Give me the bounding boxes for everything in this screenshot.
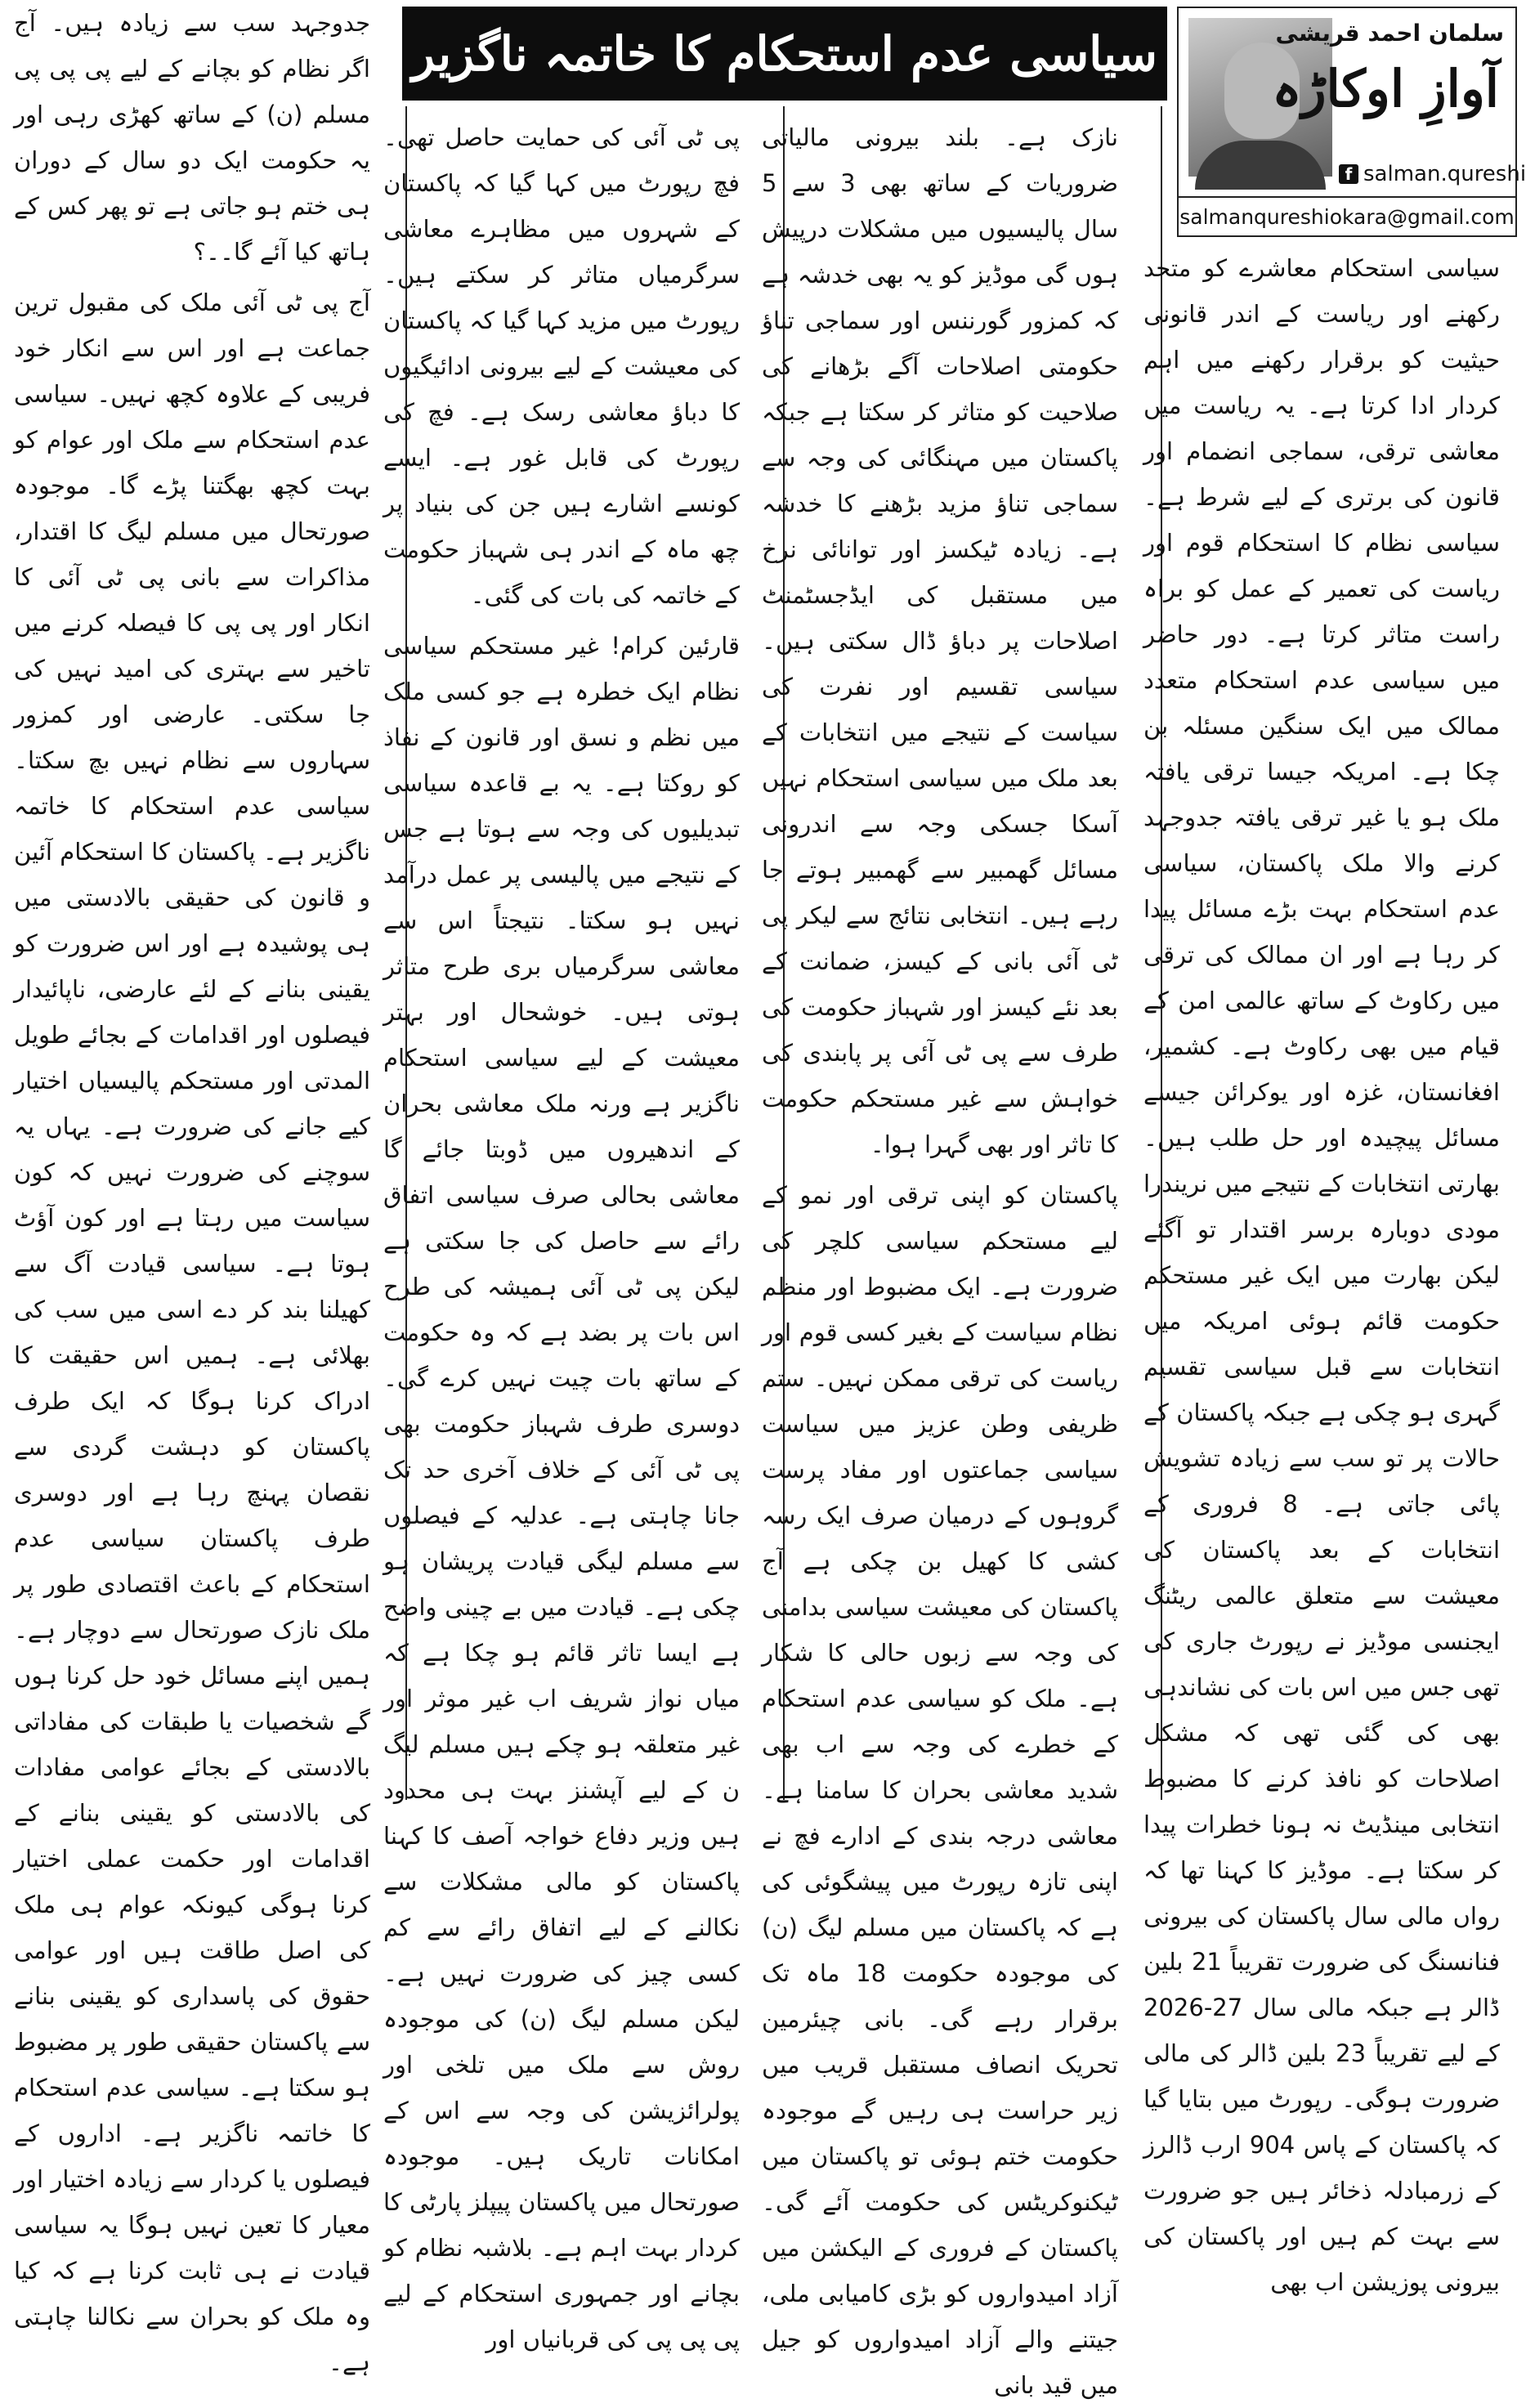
article-column-3 — [383, 114, 740, 2353]
facebook-icon: f — [1339, 164, 1358, 184]
column-logo: آوازِ اوکاڑہ — [1272, 59, 1499, 119]
columnist-box — [1177, 7, 1526, 237]
article-paragraph: نازک ہے۔ بلند بیرونی مالیاتی ضروریات کے ساتھ بھی 3 سے 5 سال پالیسیوں میں مشکلات درپیش ہوں گی موڈیز کو یہ بھی خدشہ ہے کہ کمزور گورننس اور سماجی تناؤ حکومتی اصلاحات آگے بڑھانے کی صلاحیت کو متاثر کر سکتا ہے جبکہ پاکستان میں مہنگائی کی وجہ سے سماجی تناؤ مزید بڑھنے کا خدشہ ہے۔ زیادہ ٹیکسز اور توانائی نرخ میں مستقبل کی ایڈجسٹمنٹ اصلاحات پر دباؤ ڈال سکتی ہیں۔ سیاسی تقسیم اور نفرت کی سیاست کے نتیجے میں انتخابات کے بعد ملک میں سیاسی استحکام نہیں آسکا جسکی وجہ سے اندرونی مسائل گھمبیر سے گھمبیر ہوتے جا رہے ہیں۔ انتخابی نتائج سے لیکر پی ٹی آئی بانی کے کیسز، ضمانت کے بعد نئے کیسز اور شہباز حکومت کی طرف سے پی ٹی آئی پر پابندی کی خواہش سے غیر مستحکم حکومت کا تاثر اور بھی گہرا ہوا۔ — [762, 123, 1119, 1158]
article-paragraph: سیاسی استحکام معاشرے کو متحد رکھنے اور ریاست کے اندر قانونی حیثیت کو برقرار رکھنے میں اہم کردار ادا کرتا ہے۔ یہ ریاست میں معاشی ترقی، سماجی انضمام اور قانون کی برتری کے لیے شرط ہے۔ سیاسی نظام کا استحکام قوم اور ریاست کی تعمیر کے عمل کو براہ راست متاثر کرتا ہے۔ دور حاضر میں سیاسی عدم استحکام متعدد ممالک میں ایک سنگین مسئلہ بن چکا ہے۔ امریکہ جیسا ترقی یافتہ ملک ہو یا غیر ترقی یافتہ جدوجہد کرنے والا ملک پاکستان، سیاسی عدم استحکام بہت بڑے مسائل پیدا کر رہا ہے اور ان ممالک کی ترقی میں رکاوٹ کے ساتھ عالمی امن کے قیام میں بھی رکاوٹ ہے۔ کشمیر، افغانستان، غزہ اور یوکرائن جیسے مسائل پیچیدہ اور حل طلب ہیں۔ بھارتی انتخابات کے نتیجے میں نریندرا مودی دوبارہ برسر اقتدار تو آگئے لیکن بھارت میں ایک غیر مستحکم حکومت قائم ہوئی امریکہ میں انتخابات سے قبل سیاسی تقسیم گہری ہو چکی ہے جبکہ پاکستان کے حالات پر تو سب سے زیادہ تشویش پائی جاتی ہے۔ 8 فروری کے انتخابات کے بعد پاکستان کی معیشت سے متعلق عالمی ریٹنگ ایجنسی موڈیز نے رپورٹ جاری کی تھی جس میں اس بات کی نشاندہی بھی کی گئی تھی کہ مشکل اصلاحات کو نافذ کرنے کا مضبوط انتخابی مینڈیٹ نہ ہونا خطرات پیدا کر سکتا ہے۔ موڈیز کا کہنا تھا کہ رواں مالی سال پاکستان کی بیرونی فنانسنگ کی ضرورت تقریباً 21 بلین ڈالر ہے جبکہ مالی سال 27-2026 کے لیے تقریباً 23 بلین ڈالر کی مالی ضرورت ہوگی۔ رپورٹ میں بتایا گیا کہ پاکستان کے پاس 904 ارب ڈالرز کے زرمبادلہ ذخائر ہیں جو ضرورت سے بہت کم ہیں اور پاکستان کی بیرونی پوزیشن اب بھی — [1143, 254, 1500, 2296]
author-photo-shirt — [1195, 141, 1326, 190]
article-paragraph: پاکستان کو اپنی ترقی اور نمو کے لیے مستحکم سیاسی کلچر کی ضرورت ہے۔ ایک مضبوط اور منظم نظام سیاست کے بغیر کسی قوم اور ریاست کی ترقی ممکن نہیں۔ ستم ظریفی وطن عزیز میں سیاست سیاسی جماعتوں اور مفاد پرست گروہوں کے درمیان صرف ایک رسہ کشی کا کھیل بن چکی ہے آج پاکستان کی معیشت سیاسی بدامنی کی وجہ سے زبوں حالی کا شکار ہے۔ ملک کو سیاسی عدم استحکام کے خطرے کی وجہ سے اب بھی شدید معاشی بحران کا سامنا ہے۔ معاشی درجہ بندی کے ادارے فچ نے اپنی تازہ رپورٹ میں پیشگوئی کی ہے کہ پاکستان میں مسلم لیگ (ن) کی موجودہ حکومت 18 ماہ تک برقرار رہے گی۔ بانی چیئرمین تحریک انصاف مستقبل قریب میں زیر حراست ہی رہیں گے موجودہ حکومت ختم ہوئی تو پاکستان میں ٹیکنوکریٹس کی حکومت آئے گی۔ پاکستان کے فروری کے الیکشن میں آزاد امیدواروں کو بڑی کامیابی ملی، جیتنے والے آزاد امیدواروں کو جیل میں قید بانی — [762, 1181, 1118, 2399]
article-column-1 — [1143, 245, 1500, 2296]
article-paragraph: آج پی ٹی آئی ملک کی مقبول ترین جماعت ہے اور اس سے انکار خود فریبی کے علاوہ کچھ نہیں۔ سیاسی عدم استحکام سے ملک اور عوام کو بہت کچھ بھگتنا پڑے گا۔ موجودہ صورتحال میں مسلم لیگ کا اقتدار، مذاکرات سے بانی پی ٹی آئی کا انکار اور پی پی کا فیصلہ کرنے میں تاخیر سے بہتری کی امید نہیں کی جا سکتی۔ عارضی اور کمزور سہاروں سے نظام نہیں بچ سکتا۔ سیاسی عدم استحکام کا خاتمہ ناگزیر ہے۔ پاکستان کا استحکام آئین و قانون کی حقیقی بالادستی میں ہی پوشیدہ ہے اور اس ضرورت کو یقینی بنانے کے لئے عارضی، ناپائیدار فیصلوں اور اقدامات کے بجائے طویل المدتی اور مستحکم پالیسیاں اختیار کیے جانے کی ضرورت ہے۔ یہاں یہ سوچنے کی ضرورت نہیں کہ کون سیاست میں رہتا ہے اور کون آؤٹ ہوتا ہے۔ سیاسی قیادت آگ سے کھیلنا بند کر دے اسی میں سب کی بھلائی ہے۔ ہمیں اس حقیقت کا ادراک کرنا ہوگا کہ ایک طرف پاکستان کو دہشت گردی سے نقصان پہنچ رہا ہے اور دوسری طرف پاکستان سیاسی عدم استحکام کے باعث اقتصادی طور پر ملک نازک صورتحال سے دوچار ہے۔ ہمیں اپنے مسائل خود حل کرنا ہوں گے شخصیات یا طبقات کی مفاداتی بالادستی کے بجائے عوامی مفادات کی بالادستی کو یقینی بنانے کے اقدامات اور حکمت عملی اختیار کرنا ہوگی کیونکہ عوام ہی ملک کی اصل طاقت ہیں اور عوامی حقوق کی پاسداری کو یقینی بنانے سے پاکستان حقیقی طور پر مضبوط ہو سکتا ہے۔ سیاسی عدم استحکام کا خاتمہ ناگزیر ہے۔ اداروں کے فیصلوں یا کردار سے زیادہ اختیار اور معیار کا تعین نہیں ہوگا یہ سیاسی قیادت نے ہی ثابت کرنا ہے کہ کیا وہ ملک کو بحران سے نکالنا چاہتی ہے۔ — [14, 289, 370, 2376]
article-paragraph: پی ٹی آئی کی حمایت حاصل تھی۔ فچ رپورٹ میں کہا گیا کہ پاکستان کے شہروں میں مظاہرے معاشی سرگرمیاں متاثر کر سکتے ہیں۔ رپورٹ میں مزید کہا گیا کہ پاکستان کی معیشت کے لیے بیرونی ادائیگیوں کا دباؤ معاشی رسک ہے۔ فچ کی رپورٹ کی قابل غور ہے۔ ایسے کونسے اشارے ہیں جن کی بنیاد پر چھ ماہ کے اندر ہی شہباز حکومت کے خاتمہ کی بات کی گئی۔ — [383, 123, 740, 609]
headline-text: سیاسی عدم استحکام کا خاتمہ ناگزیر — [412, 25, 1157, 82]
article-paragraph: جدوجہد سب سے زیادہ ہیں۔ آج اگر نظام کو بچانے کے لیے پی پی پی مسلم (ن) کے ساتھ کھڑی رہی اور یہ حکومت ایک دو سال کے دوران ہی ختم ہو جاتی ہے تو پھر کس کے ہاتھ کیا آئے گا۔۔؟ — [14, 9, 370, 266]
facebook-handle-text: salman.qureshi — [1363, 162, 1526, 186]
article-paragraph: قارئین کرام! غیر مستحکم سیاسی نظام ایک خطرہ ہے جو کسی ملک میں نظم و نسق اور قانون کے نفاذ کو روکتا ہے۔ یہ بے قاعدہ سیاسی تبدیلیوں کی وجہ سے ہوتا ہے جس کے نتیجے میں پالیسی پر عمل درآمد نہیں ہو سکتا۔ نتیجتاً اس سے معاشی سرگرمیاں بری طرح متاثر ہوتی ہیں۔ خوشحال اور بہتر معیشت کے لیے سیاسی استحکام ناگزیر ہے ورنہ ملک معاشی بحران کے اندھیروں میں ڈوبتا جائے گا معاشی بحالی صرف سیاسی اتفاق رائے سے حاصل کی جا سکتی ہے لیکن پی ٹی آئی ہمیشہ کی طرح اس بات پر بضد ہے کہ وہ حکومت کے ساتھ بات چیت نہیں کرے گی۔ دوسری طرف شہباز حکومت بھی پی ٹی آئی کے خلاف آخری حد تک جانا چاہتی ہے۔ عدلیہ کے فیصلوں سے مسلم لیگی قیادت پریشان ہو چکی ہے۔ قیادت میں بے چینی واضح ہے ایسا تاثر قائم ہو چکا ہے کہ میاں نواز شریف اب غیر موثر اور غیر متعلقہ ہو چکے ہیں مسلم لیگ ن کے لیے آپشنز بہت ہی محدود ہیں وزیر دفاع خواجہ آصف کا کہنا پاکستان کو مالی مشکلات سے نکالنے کے لیے اتفاق رائے سے کم کسی چیز کی ضرورت نہیں ہے۔ لیکن مسلم لیگ (ن) کی موجودہ روش سے ملک میں تلخی اور پولرائزیشن کی وجہ سے اس کے امکانات تاریک ہیں۔ موجودہ صورتحال میں پاکستان پیپلز پارٹی کا کردار بہت اہم ہے۔ بلاشبہ نظام کو بچانے اور جمہوری استحکام کے لیے پی پی پی کی قربانیاں اور — [383, 632, 740, 2353]
article-column-2 — [762, 114, 1119, 2399]
author-email: salmanqureshiokara@gmail.com — [1179, 196, 1515, 235]
facebook-handle — [1339, 162, 1526, 186]
article-column-4 — [14, 0, 370, 2376]
author-name: سلمان احمد قریشی — [1275, 20, 1504, 47]
headline-banner — [402, 7, 1167, 101]
